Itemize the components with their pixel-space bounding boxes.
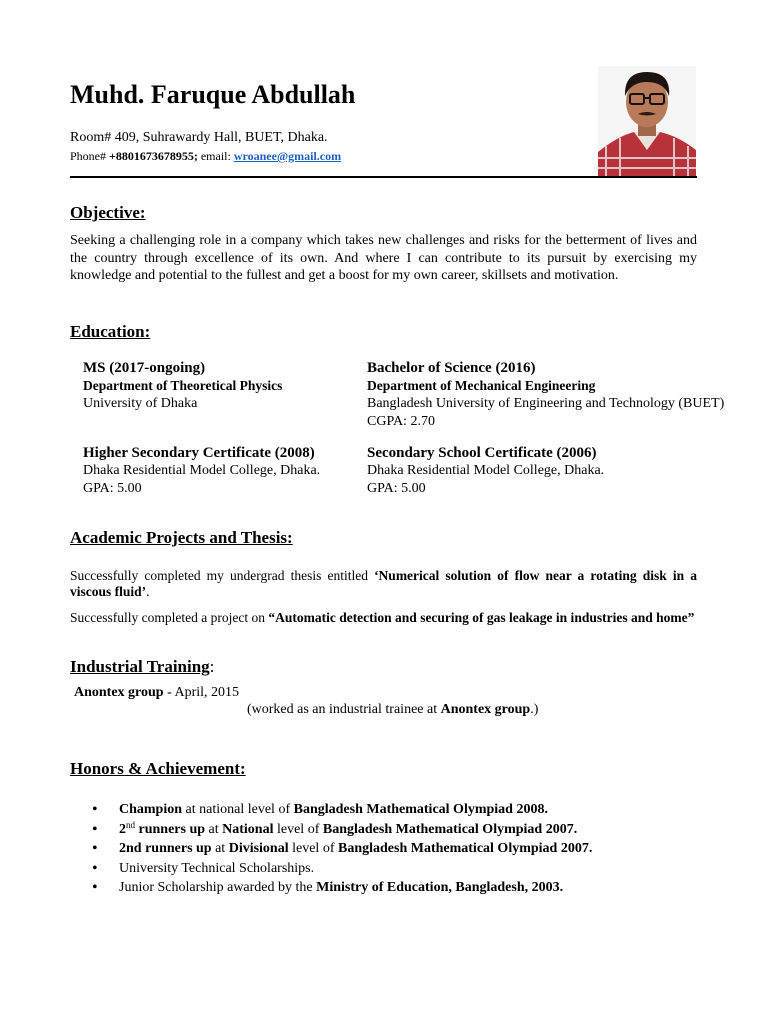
honor-text-segment: Bangladesh Mathematical Olympiad 2007. <box>337 841 593 856</box>
header-divider <box>70 176 697 178</box>
thesis-title: ‘Numerical solution of flow near a rotating disk in a viscous fluid’ <box>70 568 697 599</box>
honor-text-segment: University Technical Scholarships. <box>119 860 315 876</box>
ssc-title: Secondary School Certificate (2006) <box>367 445 597 461</box>
hsc-title: Higher Secondary Certificate (2008) <box>83 445 315 461</box>
project-title: “Automatic detection and securing of gas leakage in industries and home” <box>268 610 695 625</box>
contact-line <box>70 149 341 164</box>
honor-text-segment: at <box>205 821 223 837</box>
candidate-name: Muhd. Faruque Abdullah <box>70 80 356 109</box>
training-heading-text: Industrial Training <box>70 657 210 676</box>
phone-label: Phone# <box>70 149 106 163</box>
honor-item <box>92 800 592 820</box>
ms-title: MS (2017-ongoing) <box>83 360 206 376</box>
ms-institution: University of Dhaka <box>83 396 198 411</box>
ms-department: Department of Theoretical Physics <box>83 378 283 393</box>
education-heading: Education: <box>70 322 151 341</box>
training-note-prefix: (worked as an industrial trainee at <box>247 702 441 717</box>
bullet-icon: • <box>92 859 98 877</box>
honor-text-segment: Bangladesh Mathematical Olympiad 2008. <box>293 802 548 817</box>
bullet-icon: • <box>92 820 98 838</box>
thesis-paragraph <box>70 568 697 600</box>
honor-text-segment: nd <box>126 819 135 830</box>
honor-text-segment: at <box>211 841 229 856</box>
honor-text-segment: level of <box>273 821 323 837</box>
honor-item <box>92 878 592 898</box>
honor-text-segment: Bangladesh Mathematical Olympiad 2007. <box>322 821 578 837</box>
portrait-image <box>598 66 696 176</box>
honors-heading: Honors & Achievement: <box>70 759 246 778</box>
training-entry <box>74 685 239 701</box>
ssc-institution: Dhaka Residential Model College, Dhaka. <box>367 463 605 478</box>
bullet-icon: • <box>92 840 98 857</box>
training-note-company: Anontex group <box>440 702 531 717</box>
honor-text-segment: at national level of <box>182 802 294 817</box>
education-bsc <box>367 359 724 431</box>
honor-item <box>92 859 592 879</box>
address-line: Room# 409, Suhrawardy Hall, BUET, Dhaka. <box>70 130 328 145</box>
education-ms <box>83 359 282 413</box>
training-heading <box>70 657 214 677</box>
ssc-grade: GPA: 5.00 <box>367 481 426 496</box>
honors-list <box>92 800 592 898</box>
projects-heading: Academic Projects and Thesis: <box>70 528 293 547</box>
bsc-title: Bachelor of Science (2016) <box>367 360 536 376</box>
phone-number: +8801673678955; <box>109 149 198 163</box>
email-label: email: <box>200 149 231 163</box>
honor-item <box>92 820 592 840</box>
honor-text-segment: Divisional <box>228 841 289 856</box>
hsc-institution: Dhaka Residential Model College, Dhaka. <box>83 463 321 478</box>
email-link[interactable]: wroanee@gmail.com <box>233 149 342 163</box>
education-hsc <box>83 444 320 498</box>
education-ssc <box>367 444 604 498</box>
project-prefix: Successfully completed a project on <box>70 610 269 625</box>
profile-photo <box>598 66 696 176</box>
honor-item <box>92 839 592 859</box>
bsc-institution: Bangladesh University of Engineering and Technology (BUET) <box>367 396 725 411</box>
bullet-icon: • <box>92 879 98 896</box>
honor-text-segment: runners up <box>135 821 206 837</box>
objective-text: Seeking a challenging role in a company which takes new challenges and risks for the betterment of lives and the country through excellence of its own. And where I can contribute to its pursuit by exercising my knowledge and potential to the fullest and get a boost for my own career, skillsets and motivation. <box>70 233 697 283</box>
honor-text-segment: 2nd runners up <box>119 841 212 856</box>
bsc-department: Department of Mechanical Engineering <box>367 378 596 393</box>
bsc-grade: CGPA: 2.70 <box>367 414 435 429</box>
training-company: Anontex group <box>74 685 164 700</box>
honor-text-segment: 2 <box>119 821 126 837</box>
training-heading-colon: : <box>209 657 215 676</box>
training-note-suffix: .) <box>530 702 539 717</box>
project-paragraph <box>70 610 697 626</box>
honor-text-segment: National <box>222 821 274 837</box>
honor-text-segment: level of <box>288 841 338 856</box>
objective-heading: Objective: <box>70 203 146 222</box>
hsc-grade: GPA: 5.00 <box>83 481 142 496</box>
honor-text-segment: Junior Scholarship awarded by the <box>119 880 317 895</box>
honor-text-segment: Champion <box>119 802 183 817</box>
thesis-prefix: Successfully completed my undergrad thesis entitled <box>70 568 375 583</box>
training-note <box>247 702 538 718</box>
bullet-icon: • <box>92 801 98 818</box>
training-date: - April, 2015 <box>163 685 240 700</box>
thesis-suffix: . <box>146 584 150 599</box>
honor-text-segment: Ministry of Education, Bangladesh, 2003. <box>316 880 564 895</box>
